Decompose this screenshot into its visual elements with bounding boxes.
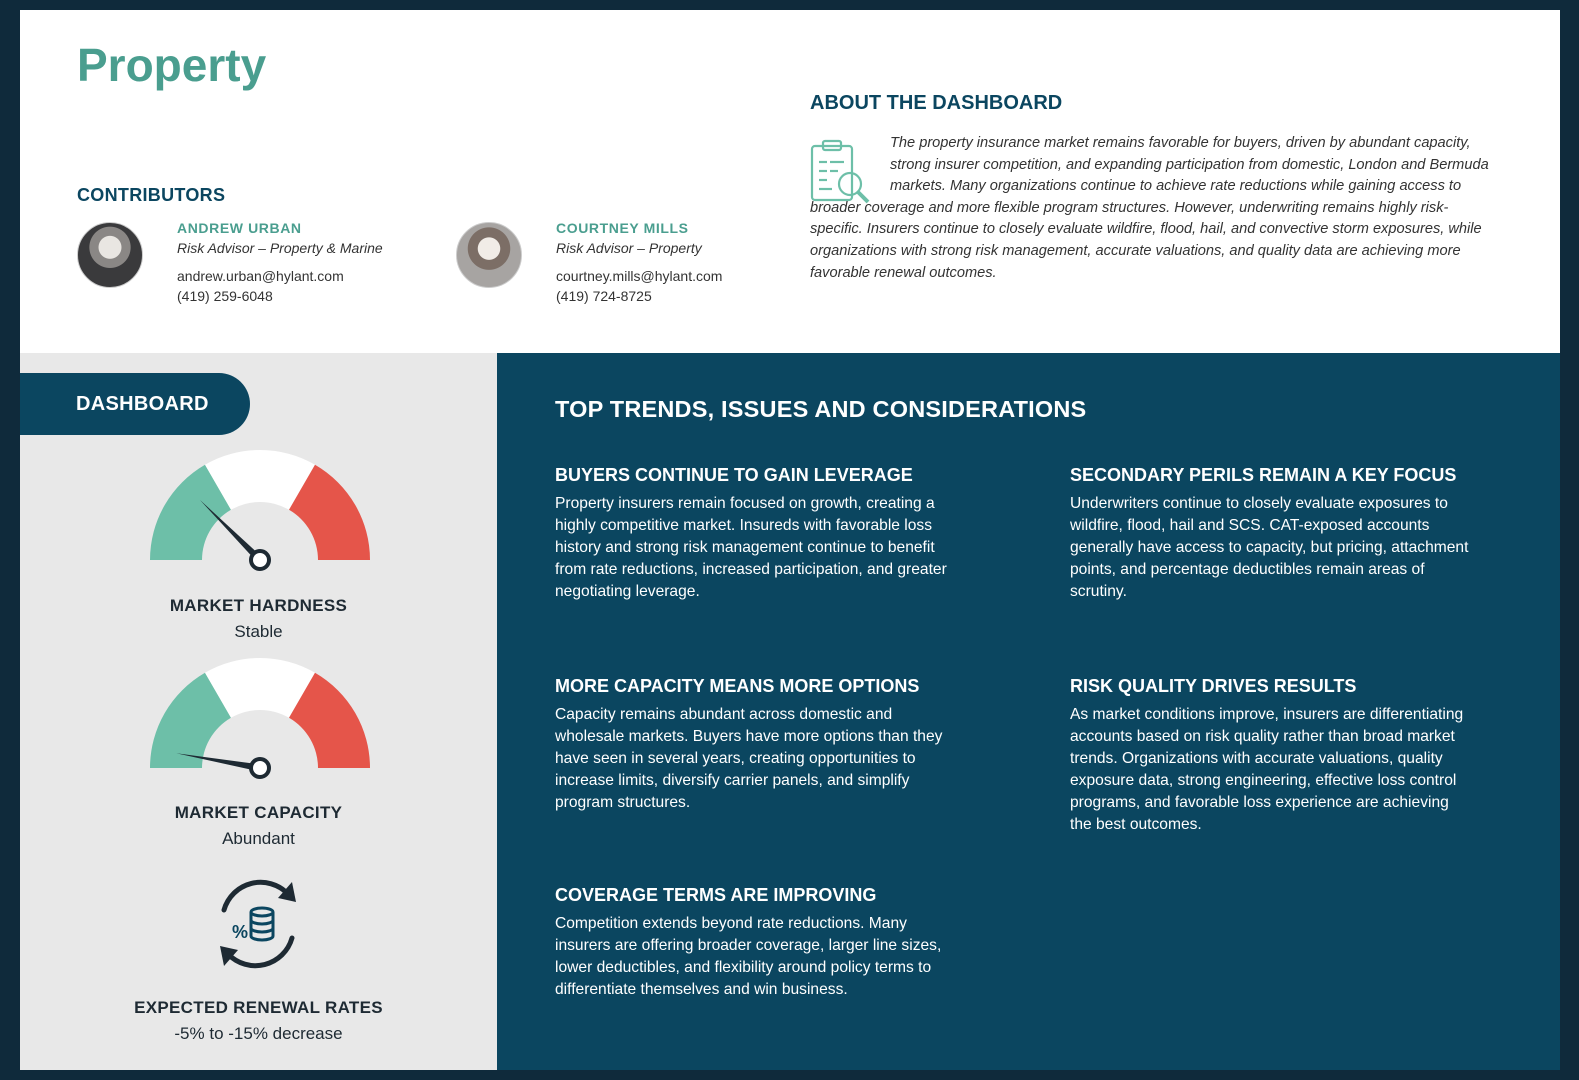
- trend-body: Underwriters continue to closely evaluate exposures to wildfire, flood, hail and SCS. CAT-exposed accounts generally have access to capacity, but pricing, attachment points, and percentage deductibles remain areas of scrutiny.: [1070, 495, 1469, 600]
- about-text: [810, 133, 1490, 284]
- report-page: [20, 10, 1560, 1070]
- about-heading: ABOUT THE DASHBOARD: [810, 92, 1063, 114]
- market-hardness-gauge: [145, 450, 375, 580]
- trend-block: [555, 883, 955, 1001]
- trend-block: [1070, 463, 1470, 603]
- trend-block: [555, 674, 955, 814]
- contributor-email[interactable]: courtney.mills@hylant.com: [556, 268, 723, 284]
- renewal-percent-icon: [204, 872, 312, 976]
- gauge-hub: [251, 759, 269, 777]
- dashboard-label: DASHBOARD: [20, 373, 250, 435]
- contributor-name: COURTNEY MILLS: [556, 220, 689, 236]
- contributor-role: Risk Advisor – Property & Marine: [177, 240, 383, 256]
- renewal-value: -5% to -15% decrease: [174, 1024, 343, 1043]
- trends-heading: TOP TRENDS, ISSUES AND CONSIDERATIONS: [555, 396, 1087, 422]
- contributors-heading: CONTRIBUTORS: [77, 185, 226, 205]
- trend-block: [555, 463, 955, 603]
- gauge-value: Stable: [234, 622, 283, 641]
- contributor-card: [456, 218, 796, 308]
- trend-title: MORE CAPACITY MEANS MORE OPTIONS: [555, 676, 920, 696]
- trend-title: SECONDARY PERILS REMAIN A KEY FOCUS: [1070, 465, 1457, 485]
- market-capacity-gauge: [145, 658, 375, 788]
- trend-title: COVERAGE TERMS ARE IMPROVING: [555, 885, 877, 905]
- gauge-hub: [251, 551, 269, 569]
- trend-body: As market conditions improve, insurers are differentiating accounts based on risk quality rather than broad market trends. Organizations with accurate valuations, quality exposure data, strong engineering, effective loss control programs, and favorable loss experience are achieving the best outcomes.: [1070, 706, 1464, 833]
- about-paragraph: The property insurance market remains favorable for buyers, driven by abundant capacity, strong insurer competition, and expanding participation from domestic, London and Bermuda markets. Many organizations continue to achieve rate reductions while gaining access to broader coverage and more flexible program structures. However, underwriting remains highly risk-specific. Insurers continue to closely evaluate wildfire, flood, hail, and convective storm exposures, while organizations with strong risk management, accurate valuations, and quality data are achieving more favorable renewal outcomes.: [810, 135, 1489, 281]
- trend-body: Capacity remains abundant across domestic and wholesale markets. Buyers have more options than they have seen in several years, creating opportunities to increase limits, diversify carrier panels, and simplify program structures.: [555, 706, 943, 811]
- renewal-label: EXPECTED RENEWAL RATES: [134, 998, 383, 1017]
- trend-block: [1070, 674, 1470, 836]
- trend-title: RISK QUALITY DRIVES RESULTS: [1070, 676, 1357, 696]
- trend-title: BUYERS CONTINUE TO GAIN LEVERAGE: [555, 465, 913, 485]
- contributor-name: ANDREW URBAN: [177, 220, 302, 236]
- trend-body: Competition extends beyond rate reductions. Many insurers are offering broader coverage, larger line sizes, lower deductibles, and flexibility around policy terms to differentiate themselves and win business.: [555, 915, 942, 998]
- gauge-label: MARKET HARDNESS: [169, 596, 348, 615]
- avatar: [456, 222, 522, 288]
- contributor-email[interactable]: andrew.urban@hylant.com: [177, 268, 344, 284]
- gauge-value: Abundant: [222, 829, 295, 848]
- avatar: [77, 222, 143, 288]
- contributor-phone[interactable]: (419) 259-6048: [177, 288, 273, 304]
- contributor-role: Risk Advisor – Property: [556, 240, 702, 256]
- svg-text:%: %: [232, 922, 249, 942]
- contributor-card: [77, 218, 417, 308]
- gauge-label: MARKET CAPACITY: [174, 803, 343, 822]
- trends-panel: [497, 353, 1560, 1070]
- trend-body: Property insurers remain focused on growth, creating a highly competitive market. Insureds with favorable loss history and strong risk management continue to benefit from rate reductions, increased participation, and greater negotiating leverage.: [555, 495, 947, 600]
- icon-spacer: [810, 133, 890, 197]
- page-title: Property: [77, 39, 267, 91]
- contributor-phone[interactable]: (419) 724-8725: [556, 288, 652, 304]
